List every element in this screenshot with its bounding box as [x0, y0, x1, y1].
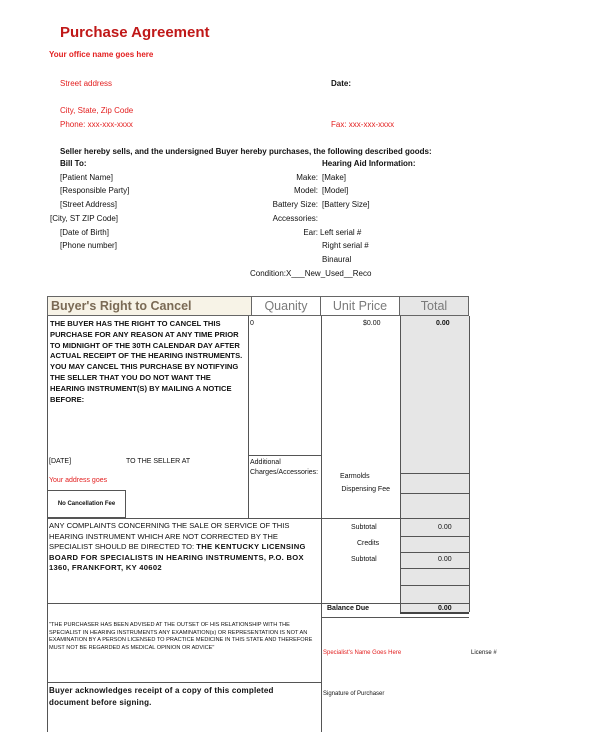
intro-statement: Seller hereby sells, and the undersigned Buyer hereby purchases, the following described goods:: [60, 147, 432, 156]
row-divider-2: [47, 518, 400, 519]
total-row-line-6: [400, 568, 469, 569]
document-title: Purchase Agreement: [60, 24, 210, 41]
no-cancellation-fee: No Cancellation Fee: [57, 501, 116, 507]
total-row-line-7: [400, 585, 469, 586]
balance-due-value: 0.00: [438, 605, 452, 612]
qty-value: 0: [250, 320, 254, 327]
accessories-label: Accessories:: [272, 214, 318, 223]
fax-number: Fax: xxx-xxx-xxxx: [331, 120, 395, 129]
bill-to-city: [City, ST ZIP Code]: [50, 214, 119, 223]
header-quantity: Quanity: [264, 299, 308, 313]
balance-due-label: Balance Due: [327, 605, 370, 612]
header-cancel: Buyer's Right to Cancel: [51, 299, 192, 313]
signature-label: Signature of Purchaser: [323, 691, 385, 697]
header-price-cell: [321, 296, 400, 316]
street-address: Street address: [60, 79, 113, 88]
bill-to-label: Bill To:: [60, 159, 87, 168]
subtotal-2-value: 0.00: [438, 556, 452, 563]
condition-line: Condition:X___New_Used__Reco: [250, 269, 372, 278]
date-label: Date:: [331, 79, 352, 88]
total-row-line-5: [400, 552, 469, 553]
total-row-line-4: [400, 536, 469, 537]
model-label: Model:: [293, 186, 318, 195]
header-unit-price: Unit Price: [332, 299, 388, 313]
total-value: 0.00: [436, 320, 450, 327]
header-qty-cell: [252, 296, 321, 316]
ear-right-serial: Right serial #: [322, 241, 369, 250]
header-total-cell: [400, 296, 469, 316]
bill-to-responsible: [Responsible Party]: [60, 186, 130, 195]
subtotal-1-value: 0.00: [438, 524, 452, 531]
to-seller-text: TO THE SELLER AT: [126, 458, 191, 465]
make-value: [Make]: [322, 173, 347, 182]
complaints-text: [49, 521, 317, 574]
header-total: Total: [420, 299, 448, 313]
bill-to-street: [Street Address]: [60, 200, 117, 209]
bill-to-phone: [Phone number]: [60, 241, 117, 250]
total-row-line-2: [400, 493, 469, 494]
row-divider-4: [321, 617, 469, 618]
ear-left-serial: Left serial #: [320, 228, 362, 237]
balance-underline: [400, 612, 469, 614]
medical-disclaimer: "THE PURCHASER HAS BEEN ADVISED AT THE OUTSET OF HIS RELATIONSHIP WITH THE SPECIALIST IN HEARING INSTRUMENTS ANY EXAMINATION(s) OR REPRESENTATION IS NOT AN EXAMINATION BY A PERSON LICENSED TO PRACTICE MEDICINE IN THIS STATE AND THEREFORE MUST NOT BE REGARDED AS MEDICAL OPINION OR ADVICE": [49, 622, 313, 651]
kentucky-board: THE KENTUCKY LICENSING BOARD FOR SPECIALISTS IN HEARING INSTRUMENTS, P.O. BOX 1360, FRANKFORT, KY 40602: [49, 542, 306, 572]
table-col-divider-2: [321, 316, 322, 732]
subtotal-1-label: Subtotal: [351, 524, 377, 531]
make-label: Make:: [296, 173, 318, 182]
hearing-aid-label: Hearing Aid Information:: [322, 159, 416, 168]
credits-label: Credits: [357, 540, 380, 547]
city-state-zip: City, State, Zip Code: [60, 106, 134, 115]
table-left-border: [47, 316, 48, 732]
earmolds-label: Earmolds: [340, 473, 370, 480]
battery-value: [Battery Size]: [322, 200, 370, 209]
total-row-line-1: [400, 473, 469, 474]
specialist-name: Specialist's Name Goes Here: [323, 650, 402, 656]
license-label: License #: [471, 650, 497, 656]
table-right-border: [469, 316, 470, 612]
battery-label: Battery Size:: [272, 200, 318, 209]
row-divider-5: [47, 682, 321, 683]
subtotal-2-label: Subtotal: [351, 556, 377, 563]
dispensing-fee-label: Dispensing Fee: [341, 486, 390, 493]
date-tag: [DATE]: [49, 458, 72, 465]
bill-to-patient: [Patient Name]: [60, 173, 113, 182]
unit-price-value: $0.00: [363, 320, 381, 327]
acknowledge-text: Buyer acknowledges receipt of a copy of this completed document before signing.: [49, 686, 274, 707]
additional-charges: Additional Charges/Accessories:: [250, 459, 319, 476]
row-divider-1: [248, 455, 321, 456]
model-value: [Model]: [322, 186, 349, 195]
bill-to-dob: [Date of Birth]: [60, 228, 109, 237]
row-divider-3: [47, 603, 469, 604]
total-row-line-3: [400, 518, 469, 519]
header-cancel-cell: [47, 296, 252, 316]
office-name: Your office name goes here: [49, 50, 154, 59]
complaints-body: ANY COMPLAINTS CONCERNING THE SALE OR SERVICE OF THIS HEARING INSTRUMENT WHICH ARE NOT CORRECTED BY THE SPECIALIST SHOULD BE DIRECTED TO:: [49, 521, 290, 551]
ear-label: Ear:: [303, 228, 318, 237]
ear-binaural: Binaural: [322, 255, 352, 264]
phone-number: Phone: xxx-xxx-xxxx: [60, 120, 133, 129]
your-address: Your address goes: [49, 477, 108, 484]
cancel-text: THE BUYER HAS THE RIGHT TO CANCEL THIS PURCHASE FOR ANY REASON AT ANY TIME PRIOR TO MIDNIGHT OF THE 30TH CALENDAR DAY AFTER ACTUAL RECEIPT OF THE HEARING INSTRUMENTS. YOU MAY CANCEL THIS PURCHASE BY NOTIFYING THE SELLER THAT YOU DO NOT WANT THE HEARING INSTRUMENT(S) BY MAILING A NOTICE BEFORE:: [50, 319, 243, 404]
table-col-divider-1: [248, 316, 249, 518]
no-cancellation-fee-box: [47, 490, 126, 518]
